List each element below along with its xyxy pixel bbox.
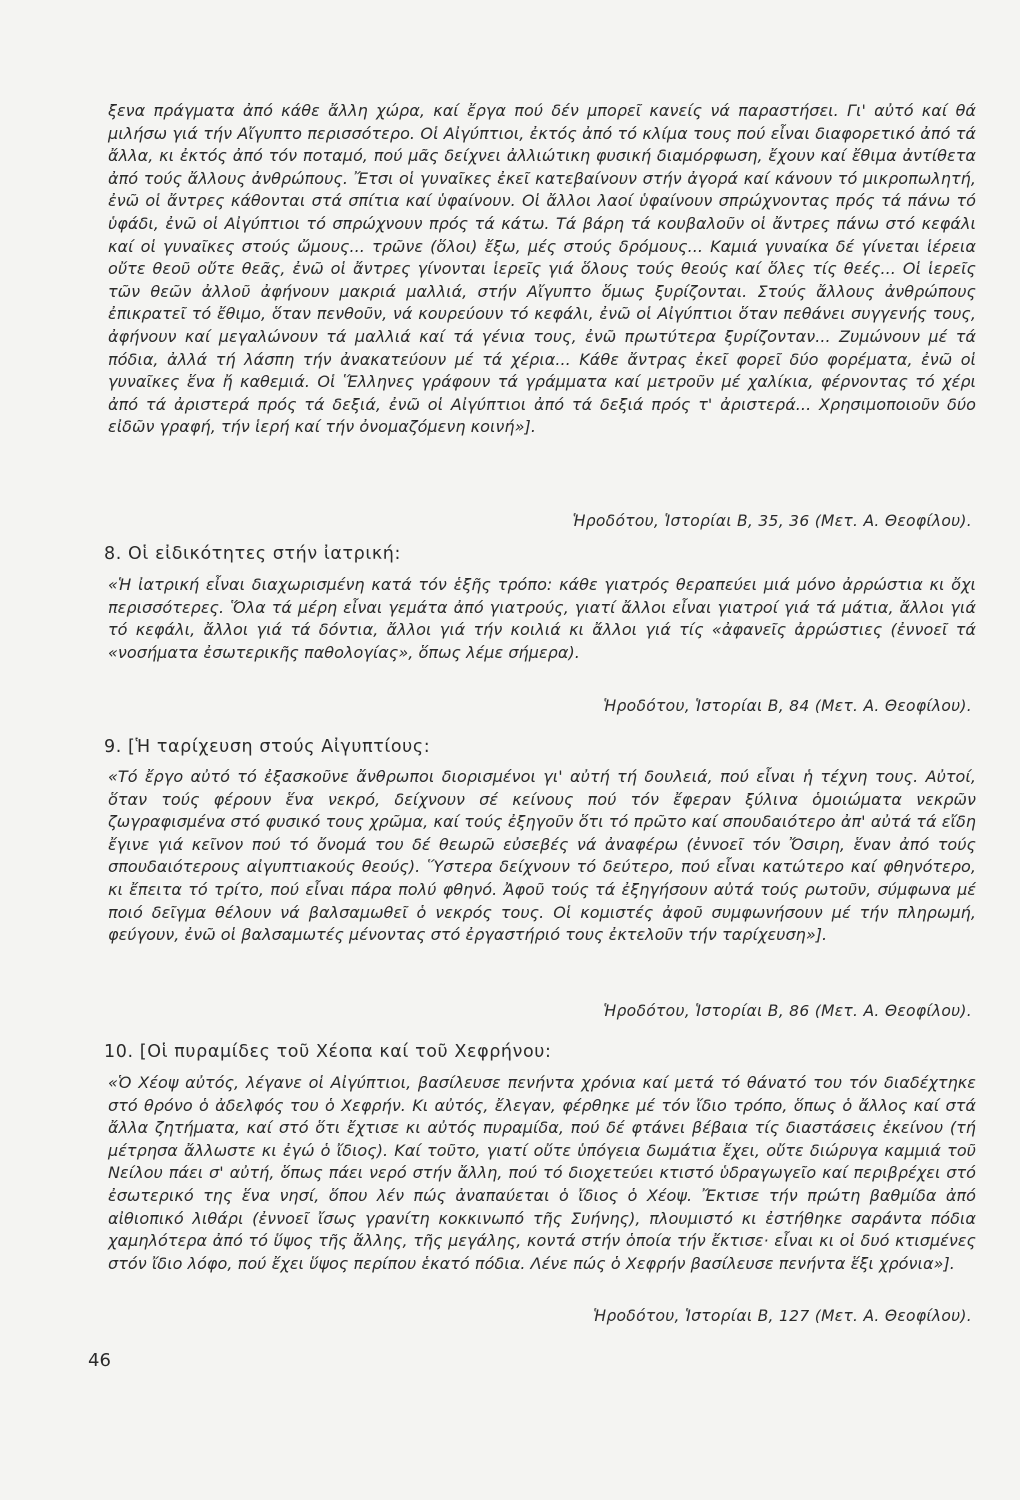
intro-paragraph: ξενα πράγματα ἀπό κάθε ἄλλη χώρα, καί ἔργα πού δέν μπορεῖ κανείς νά παραστήσει. Γι' αὐτό καί θά μιλήσω γιά τήν Αἴγυπτο περισσότερο. Οἱ Αἰγύπτιοι, ἐκτός ἀπό τό κλίμα τους πού εἶναι διαφορετικό ἀπό τά ἄλλα, κι ἐκτός ἀπό τόν ποταμό, πού μᾶς δείχνει ἀλλιώτικη φυσική διαμόρφωση, ἔχουν καί ἔθιμα ἀντίθετα ἀπό τούς ἄλλους ἀνθρώπους. Ἔτσι οἱ γυναῖκες ἐκεῖ κατεβαίνουν στήν ἀγορά καί κάνουν τό μικροπωλητή, ἐνῶ οἱ ἄντρες κάθονται στά σπίτια καί ὑφαίνουν. Οἱ ἄλλοι λαοί ὑφαίνουν σπρώχνοντας πρός τά πάνω τό ὑφάδι, ἐνῶ οἱ Αἰγύπτιοι τό σπρώχνουν πρός τά κάτω. Τά βάρη τά κουβαλοῦν οἱ ἄντρες πάνω στό κεφάλι καί οἱ γυναῖκες στούς ὤμους... τρῶνε (ὅλοι) ἔξω, μές στούς δρόμους... Καμιά γυναίκα δέ γίνεται ἱέρεια οὔτε θεοῦ οὔτε θεᾶς, ἐνῶ οἱ ἄντρες γίνονται ἱερεῖς γιά ὅλους τούς θεούς καί ὅλες τίς θεές... Οἱ ἱερεῖς τῶν θεῶν ἀλλοῦ ἀφήνουν μακριά μαλλιά, στήν Αἴγυπτο ὅμως ξυρίζονται. Στούς ἄλλους ἀνθρώπους ἐπικρατεῖ τό ἔθιμο, ὅταν πενθοῦν, νά κουρεύουν τό κεφάλι, ἐνῶ οἱ Αἰγύπτιοι ὅταν πεθάνει συγγενής τους, ἀφήνουν καί μεγαλώνουν τά μαλλιά καί τά γένια τους, ἐνῶ πρωτύτερα ξυρίζονταν... Ζυμώνουν μέ τά πόδια, ἀλλά τή λάσπη τήν ἀνακατεύουν μέ τά χέρια... Κάθε ἄντρας ἐκεῖ φορεῖ δύο φορέματα, ἐνῶ οἱ γυναῖκες ἕνα ἤ καθεμιά. Οἱ Ἕλληνες γράφουν τά γράμματα καί μετροῦν μέ χαλίκια, φέρνοντας τό χέρι ἀπό τά ἀριστερά πρός τά δεξιά, ἐνῶ οἱ Αἰγύπτιοι ἀπό τά δεξιά πρός τ' ἀριστερά... Χρησιμοποιοῦν δύο εἰδῶν γραφή, τήν ἱερή καί τήν ὀνομαζόμενη κοινή»]. <box>108 101 976 437</box>
section-10-body: «Ὁ Χέοψ αὐτός, λέγανε οἱ Αἰγύπτιοι, βασίλευσε πενήντα χρόνια καί μετά τό θάνατό του τόν διαδέχτηκε στό θρόνο ὁ ἀδελφός του ὁ Χεφρήν. Κι αὐτός, ἔλεγαν, φέρθηκε μέ τόν ἴδιο τρόπο, ὅπως ὁ ἄλλος καί στά ἄλλα ζητήματα, καί στό ὅτι ἔχτισε κι αὐτός πυραμίδα, πού δέ φτάνει βέβαια τίς διαστάσεις ἐκείνου (τή μέτρησα ἄλλωστε κι ἐγώ ὁ ἴδιος). Καί τοῦτο, γιατί οὔτε ὑπόγεια δωμάτια ἔχει, οὔτε διώρυγα καμμιά τοῦ Νείλου πάει σ' αὐτή, ὅπως πάει νερό στήν ἄλλη, πού τό διοχετεύει κτιστό ὑδραγωγεῖο καί περιβρέχει στό ἐσωτερικό της ἕνα νησί, ὅπου λέν πώς ἀναπαύεται ὁ ἴδιος ὁ Χέοψ. Ἔκτισε τήν πρώτη βαθμίδα ἀπό αἰθιοπικό λιθάρι (ἐννοεῖ ἴσως γρανίτη κοκκινωπό τῆς Συήνης), πλουμιστό κι ἐστήθηκε σαράντα πόδια χαμηλότερα ἀπό τό ὕψος τῆς ἄλλης, τῆς μεγάλης, κοντά στήν ὁποία τήν ἔκτισε· εἶναι κι οἱ δυό κτισμένες στόν ἴδιο λόφο, πού ἔχει ὕψος περίπου ἑκατό πόδια. Λένε πώς ὁ Χεφρήν βασίλευσε πενήντα ἕξι χρόνια»]. <box>108 1073 976 1273</box>
section-10-heading: 10. [Οἱ πυραμίδες τοῦ Χέοπα καί τοῦ Χεφρήνου: <box>104 1042 552 1062</box>
section-8-body: «Ἡ ἰατρική εἶναι διαχωρισμένη κατά τόν ἑξῆς τρόπο: κάθε γιατρός θεραπεύει μιά μόνο ἀρρώστια κι ὄχι περισσότερες. Ὅλα τά μέρη εἶναι γεμάτα ἀπό γιατρούς, γιατί ἄλλοι εἶναι γιατροί γιά τά μάτια, ἄλλοι γιά τό κεφάλι, ἄλλοι γιά τά δόντια, ἄλλοι γιά τήν κοιλιά κι ἄλλοι γιά τίς «ἀφανεῖς ἀρρώστιες (ἐννοεῖ τά «νοσήματα ἐσωτερικῆς παθολογίας», ὅπως λέμε σήμερα). <box>108 575 976 662</box>
page-number: 46 <box>88 1350 111 1371</box>
section-8-heading: 8. Οἱ εἰδικότητες στήν ἰατρική: <box>104 544 401 564</box>
citation-1: Ἡροδότου, Ἱστορίαι Β, 35, 36 (Μετ. Α. Θεοφίλου). <box>572 512 972 530</box>
citation-9: Ἡροδότου, Ἱστορίαι Β, 86 (Μετ. Α. Θεοφίλου). <box>603 1002 972 1020</box>
section-9-heading: 9. [Ἡ ταρίχευση στούς Αἰγυπτίους: <box>104 737 431 757</box>
citation-10: Ἡροδότου, Ἱστορίαι Β, 127 (Μετ. Α. Θεοφίλου). <box>593 1307 972 1325</box>
citation-8: Ἡροδότου, Ἱστορίαι Β, 84 (Μετ. Α. Θεοφίλου). <box>603 697 972 715</box>
section-9-body: «Τό ἔργο αὐτό τό ἐξασκοῦνε ἄνθρωποι διορισμένοι γι' αὐτή τή δουλειά, πού εἶναι ἡ τέχνη τους. Αὐτοί, ὅταν τούς φέρουν ἕνα νεκρό, δείχνουν σέ κείνους πού τόν ἔφεραν ξύλινα ὁμοιώματα νεκρῶν ζωγραφισμένα στό φυσικό τους χρῶμα, καί τούς ἐξηγοῦν ὅτι τό πρῶτο καί σπουδαιότερο ἀπ' αὐτά τά εἴδη ἔγινε γιά κεῖνον πού τό ὄνομά του δέ θεωρῶ εὐσεβές νά ἀναφέρω (ἐννοεῖ τόν Ὄσιρη, ἕναν ἀπό τούς σπουδαιότερους αἰγυπτιακούς θεούς). Ὕστερα δείχνουν τό δεύτερο, πού εἶναι κατώτερο καί φθηνότερο, κι ἔπειτα τό τρίτο, πού εἶναι πάρα πολύ φθηνό. Ἀφοῦ τούς τά ἐξηγήσουν αὐτά τούς ρωτοῦν, σύμφωνα μέ ποιό δεῖγμα θέλουν νά βαλσαμωθεῖ ὁ νεκρός τους. Οἱ κομιστές ἀφοῦ συμφωνήσουν μέ τήν πληρωμή, φεύγουν, ἐνῶ οἱ βαλσαμωτές μένοντας στό ἐργαστήριό τους ἐκτελοῦν τήν ταρίχευση»]. <box>108 767 976 945</box>
